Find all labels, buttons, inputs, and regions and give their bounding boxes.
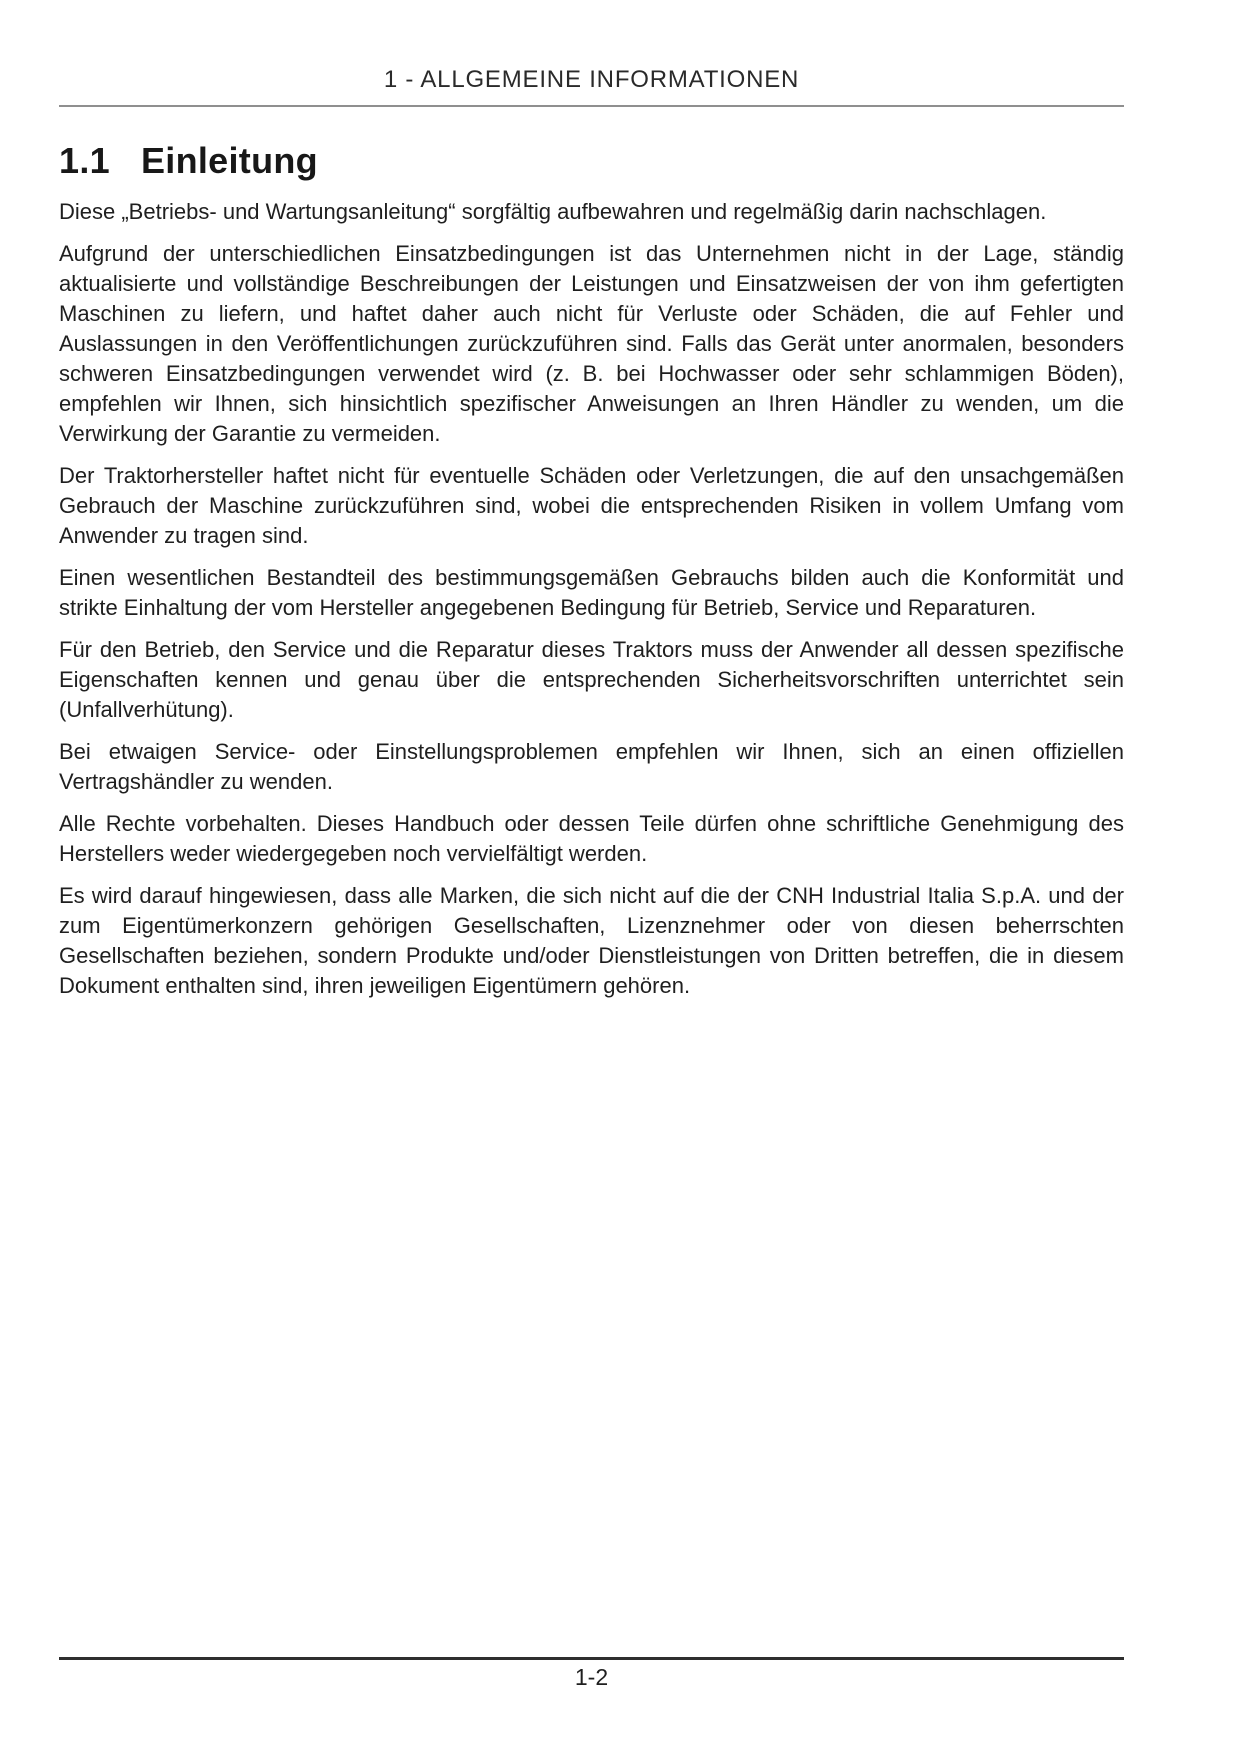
page-footer xyxy=(59,1657,1124,1691)
header-rule xyxy=(59,105,1124,107)
page-number: 1-2 xyxy=(574,1664,609,1690)
running-header: 1 - ALLGEMEINE INFORMATIONEN xyxy=(383,66,800,93)
paragraph: Alle Rechte vorbehalten. Dieses Handbuch oder dessen Teile dürfen ohne schriftliche Genehmigung des Herstellers weder wiedergegeben noch vervielfältigt werden. xyxy=(59,811,1124,866)
paragraph: Diese „Betriebs- und Wartungsanleitung“ sorgfältig aufbewahren und regelmäßig darin nachschlagen. xyxy=(59,199,1047,224)
page-content xyxy=(59,0,1124,1001)
section-title: Einleitung xyxy=(140,140,318,181)
paragraph: Der Traktorhersteller haftet nicht für eventuelle Schäden oder Verletzungen, die auf den unsachgemäßen Gebrauch der Maschine zurückzuführen sind, wobei die entsprechenden Risiken in vollem Umfang vom Anwender zu tragen sind. xyxy=(59,463,1124,548)
paragraph: Aufgrund der unterschiedlichen Einsatzbedingungen ist das Unternehmen nicht in der Lage, ständig aktualisierte und vollständige Beschreibungen der Leistungen und Einsatzweisen der von ihm gefertigten Maschinen zu liefern, und haftet daher auch nicht für Verluste oder Schäden, die auf Fehler und Auslassungen in den Veröffentlichungen zurückzuführen sind. Falls das Gerät unter anormalen, besonders schweren Einsatzbedingungen verwendet wird (z. B. bei Hochwasser oder sehr schlammigen Böden), empfehlen wir Ihnen, sich hinsichtlich spezifischer Anweisungen an Ihren Händler zu wenden, um die Verwirkung der Garantie zu vermeiden. xyxy=(59,241,1124,446)
paragraph: Für den Betrieb, den Service und die Reparatur dieses Traktors muss der Anwender all dessen spezifische Eigenschaften kennen und genau über die entsprechenden Sicherheitsvorschriften unterrichtet sein (Unfallverhütung). xyxy=(59,637,1124,722)
section-number: 1.1 xyxy=(59,140,110,181)
section-heading xyxy=(59,140,1124,182)
paragraph: Einen wesentlichen Bestandteil des bestimmungsgemäßen Gebrauchs bilden auch die Konformität und strikte Einhaltung der vom Hersteller angegebenen Bedingung für Betrieb, Service und Reparaturen. xyxy=(59,565,1124,620)
paragraph: Bei etwaigen Service- oder Einstellungsproblemen empfehlen wir Ihnen, sich an einen offiziellen Vertragshändler zu wenden. xyxy=(59,739,1124,794)
body-text xyxy=(59,197,1124,1001)
paragraph: Es wird darauf hingewiesen, dass alle Marken, die sich nicht auf die der CNH Industrial Italia S.p.A. und der zum Eigentümerkonzern gehörigen Gesellschaften, Lizenznehmer oder von diesen beherrschten Gesellschaften beziehen, sondern Produkte und/oder Dienstleistungen von Dritten betreffen, die in diesem Dokument enthalten sind, ihren jeweiligen Eigentümern gehören. xyxy=(59,883,1124,998)
